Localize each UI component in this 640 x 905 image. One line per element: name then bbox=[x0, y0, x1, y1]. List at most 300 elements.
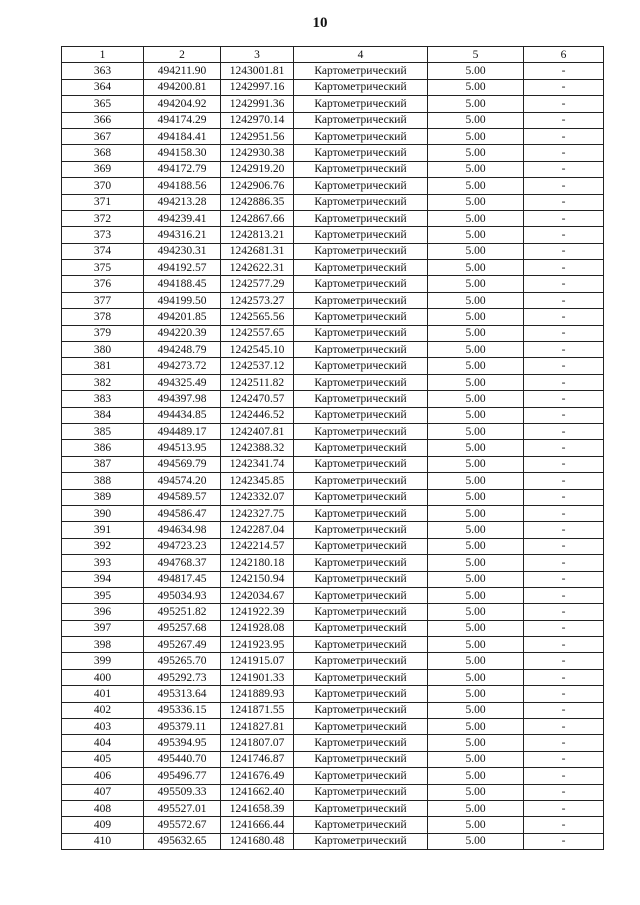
note-cell: - bbox=[524, 522, 604, 538]
table-row bbox=[62, 309, 604, 325]
point-number-cell: 408 bbox=[62, 800, 144, 816]
x-coordinate-cell: 494589.57 bbox=[144, 489, 221, 505]
point-number-cell: 391 bbox=[62, 522, 144, 538]
y-coordinate-cell: 1242565.56 bbox=[221, 309, 294, 325]
note-cell: - bbox=[524, 686, 604, 702]
note-cell: - bbox=[524, 817, 604, 833]
note-cell: - bbox=[524, 440, 604, 456]
accuracy-cell: 5.00 bbox=[428, 817, 524, 833]
y-coordinate-cell: 1242537.12 bbox=[221, 358, 294, 374]
note-cell: - bbox=[524, 407, 604, 423]
x-coordinate-cell: 494489.17 bbox=[144, 423, 221, 439]
method-cell: Картометрический bbox=[294, 96, 428, 112]
table-row bbox=[62, 637, 604, 653]
y-coordinate-cell: 1241922.39 bbox=[221, 604, 294, 620]
y-coordinate-cell: 1242407.81 bbox=[221, 423, 294, 439]
method-cell: Картометрический bbox=[294, 260, 428, 276]
accuracy-cell: 5.00 bbox=[428, 292, 524, 308]
note-cell: - bbox=[524, 391, 604, 407]
y-coordinate-cell: 1241889.93 bbox=[221, 686, 294, 702]
page-number: 10 bbox=[312, 15, 328, 31]
note-cell: - bbox=[524, 325, 604, 341]
column-header-6: 6 bbox=[524, 47, 604, 63]
method-cell: Картометрический bbox=[294, 817, 428, 833]
method-cell: Картометрический bbox=[294, 358, 428, 374]
accuracy-cell: 5.00 bbox=[428, 571, 524, 587]
table-row bbox=[62, 669, 604, 685]
point-number-cell: 390 bbox=[62, 505, 144, 521]
accuracy-cell: 5.00 bbox=[428, 227, 524, 243]
point-number-cell: 400 bbox=[62, 669, 144, 685]
method-cell: Картометрический bbox=[294, 440, 428, 456]
point-number-cell: 380 bbox=[62, 342, 144, 358]
note-cell: - bbox=[524, 79, 604, 95]
y-coordinate-cell: 1242991.36 bbox=[221, 96, 294, 112]
note-cell: - bbox=[524, 784, 604, 800]
accuracy-cell: 5.00 bbox=[428, 735, 524, 751]
accuracy-cell: 5.00 bbox=[428, 669, 524, 685]
method-cell: Картометрический bbox=[294, 620, 428, 636]
note-cell: - bbox=[524, 342, 604, 358]
table-row bbox=[62, 96, 604, 112]
x-coordinate-cell: 494723.23 bbox=[144, 538, 221, 554]
accuracy-cell: 5.00 bbox=[428, 342, 524, 358]
x-coordinate-cell: 495257.68 bbox=[144, 620, 221, 636]
table-row bbox=[62, 178, 604, 194]
table-row bbox=[62, 243, 604, 259]
method-cell: Картометрический bbox=[294, 784, 428, 800]
point-number-cell: 394 bbox=[62, 571, 144, 587]
table-row bbox=[62, 145, 604, 161]
accuracy-cell: 5.00 bbox=[428, 112, 524, 128]
method-cell: Картометрический bbox=[294, 79, 428, 95]
x-coordinate-cell: 494188.45 bbox=[144, 276, 221, 292]
table-row bbox=[62, 751, 604, 767]
table-row bbox=[62, 784, 604, 800]
table-row bbox=[62, 391, 604, 407]
method-cell: Картометрический bbox=[294, 178, 428, 194]
point-number-cell: 368 bbox=[62, 145, 144, 161]
accuracy-cell: 5.00 bbox=[428, 702, 524, 718]
table-row bbox=[62, 800, 604, 816]
method-cell: Картометрический bbox=[294, 751, 428, 767]
y-coordinate-cell: 1242150.94 bbox=[221, 571, 294, 587]
y-coordinate-cell: 1242906.76 bbox=[221, 178, 294, 194]
note-cell: - bbox=[524, 702, 604, 718]
table-header bbox=[62, 47, 604, 63]
y-coordinate-cell: 1242573.27 bbox=[221, 292, 294, 308]
point-number-cell: 402 bbox=[62, 702, 144, 718]
method-cell: Картометрический bbox=[294, 161, 428, 177]
point-number-cell: 372 bbox=[62, 210, 144, 226]
accuracy-cell: 5.00 bbox=[428, 325, 524, 341]
note-cell: - bbox=[524, 260, 604, 276]
y-coordinate-cell: 1242388.32 bbox=[221, 440, 294, 456]
x-coordinate-cell: 495313.64 bbox=[144, 686, 221, 702]
y-coordinate-cell: 1242681.31 bbox=[221, 243, 294, 259]
table-row bbox=[62, 456, 604, 472]
x-coordinate-cell: 494220.39 bbox=[144, 325, 221, 341]
accuracy-cell: 5.00 bbox=[428, 145, 524, 161]
x-coordinate-cell: 494316.21 bbox=[144, 227, 221, 243]
accuracy-cell: 5.00 bbox=[428, 686, 524, 702]
point-number-cell: 386 bbox=[62, 440, 144, 456]
table-row bbox=[62, 587, 604, 603]
method-cell: Картометрический bbox=[294, 719, 428, 735]
x-coordinate-cell: 494574.20 bbox=[144, 473, 221, 489]
table-body bbox=[62, 63, 604, 850]
method-cell: Картометрический bbox=[294, 276, 428, 292]
table-row bbox=[62, 407, 604, 423]
point-number-cell: 379 bbox=[62, 325, 144, 341]
note-cell: - bbox=[524, 276, 604, 292]
method-cell: Картометрический bbox=[294, 538, 428, 554]
note-cell: - bbox=[524, 112, 604, 128]
table-row bbox=[62, 686, 604, 702]
accuracy-cell: 5.00 bbox=[428, 96, 524, 112]
x-coordinate-cell: 495267.49 bbox=[144, 637, 221, 653]
table-row bbox=[62, 735, 604, 751]
point-number-cell: 387 bbox=[62, 456, 144, 472]
method-cell: Картометрический bbox=[294, 374, 428, 390]
accuracy-cell: 5.00 bbox=[428, 358, 524, 374]
table-row bbox=[62, 260, 604, 276]
point-number-cell: 374 bbox=[62, 243, 144, 259]
table-row bbox=[62, 768, 604, 784]
header-row bbox=[62, 47, 604, 63]
method-cell: Картометрический bbox=[294, 473, 428, 489]
y-coordinate-cell: 1242511.82 bbox=[221, 374, 294, 390]
note-cell: - bbox=[524, 768, 604, 784]
table-row bbox=[62, 112, 604, 128]
accuracy-cell: 5.00 bbox=[428, 374, 524, 390]
x-coordinate-cell: 495292.73 bbox=[144, 669, 221, 685]
note-cell: - bbox=[524, 210, 604, 226]
coordinates-table bbox=[61, 46, 604, 850]
method-cell: Картометрический bbox=[294, 194, 428, 210]
table-row bbox=[62, 358, 604, 374]
point-number-cell: 381 bbox=[62, 358, 144, 374]
y-coordinate-cell: 1241676.49 bbox=[221, 768, 294, 784]
point-number-cell: 377 bbox=[62, 292, 144, 308]
table-row bbox=[62, 276, 604, 292]
x-coordinate-cell: 494434.85 bbox=[144, 407, 221, 423]
accuracy-cell: 5.00 bbox=[428, 456, 524, 472]
method-cell: Картометрический bbox=[294, 210, 428, 226]
y-coordinate-cell: 1241807.07 bbox=[221, 735, 294, 751]
x-coordinate-cell: 494325.49 bbox=[144, 374, 221, 390]
point-number-cell: 404 bbox=[62, 735, 144, 751]
x-coordinate-cell: 494204.92 bbox=[144, 96, 221, 112]
method-cell: Картометрический bbox=[294, 423, 428, 439]
point-number-cell: 397 bbox=[62, 620, 144, 636]
y-coordinate-cell: 1242970.14 bbox=[221, 112, 294, 128]
note-cell: - bbox=[524, 489, 604, 505]
point-number-cell: 409 bbox=[62, 817, 144, 833]
point-number-cell: 366 bbox=[62, 112, 144, 128]
method-cell: Картометрический bbox=[294, 456, 428, 472]
accuracy-cell: 5.00 bbox=[428, 276, 524, 292]
point-number-cell: 393 bbox=[62, 555, 144, 571]
point-number-cell: 403 bbox=[62, 719, 144, 735]
accuracy-cell: 5.00 bbox=[428, 440, 524, 456]
y-coordinate-cell: 1242341.74 bbox=[221, 456, 294, 472]
x-coordinate-cell: 494174.29 bbox=[144, 112, 221, 128]
note-cell: - bbox=[524, 505, 604, 521]
x-coordinate-cell: 494184.41 bbox=[144, 128, 221, 144]
point-number-cell: 375 bbox=[62, 260, 144, 276]
x-coordinate-cell: 494213.28 bbox=[144, 194, 221, 210]
method-cell: Картометрический bbox=[294, 604, 428, 620]
table-row bbox=[62, 505, 604, 521]
accuracy-cell: 5.00 bbox=[428, 768, 524, 784]
x-coordinate-cell: 494172.79 bbox=[144, 161, 221, 177]
x-coordinate-cell: 494768.37 bbox=[144, 555, 221, 571]
accuracy-cell: 5.00 bbox=[428, 243, 524, 259]
y-coordinate-cell: 1242622.31 bbox=[221, 260, 294, 276]
note-cell: - bbox=[524, 735, 604, 751]
accuracy-cell: 5.00 bbox=[428, 473, 524, 489]
y-coordinate-cell: 1243001.81 bbox=[221, 63, 294, 79]
table-row bbox=[62, 440, 604, 456]
point-number-cell: 396 bbox=[62, 604, 144, 620]
point-number-cell: 369 bbox=[62, 161, 144, 177]
point-number-cell: 398 bbox=[62, 637, 144, 653]
accuracy-cell: 5.00 bbox=[428, 587, 524, 603]
note-cell: - bbox=[524, 751, 604, 767]
method-cell: Картометрический bbox=[294, 669, 428, 685]
method-cell: Картометрический bbox=[294, 587, 428, 603]
point-number-cell: 401 bbox=[62, 686, 144, 702]
accuracy-cell: 5.00 bbox=[428, 194, 524, 210]
point-number-cell: 399 bbox=[62, 653, 144, 669]
point-number-cell: 378 bbox=[62, 309, 144, 325]
accuracy-cell: 5.00 bbox=[428, 800, 524, 816]
method-cell: Картометрический bbox=[294, 63, 428, 79]
point-number-cell: 364 bbox=[62, 79, 144, 95]
y-coordinate-cell: 1242557.65 bbox=[221, 325, 294, 341]
point-number-cell: 405 bbox=[62, 751, 144, 767]
method-cell: Картометрический bbox=[294, 702, 428, 718]
x-coordinate-cell: 495572.67 bbox=[144, 817, 221, 833]
note-cell: - bbox=[524, 637, 604, 653]
table-row bbox=[62, 342, 604, 358]
point-number-cell: 384 bbox=[62, 407, 144, 423]
x-coordinate-cell: 495034.93 bbox=[144, 587, 221, 603]
x-coordinate-cell: 495527.01 bbox=[144, 800, 221, 816]
y-coordinate-cell: 1242997.16 bbox=[221, 79, 294, 95]
table-row bbox=[62, 63, 604, 79]
x-coordinate-cell: 495440.70 bbox=[144, 751, 221, 767]
x-coordinate-cell: 494201.85 bbox=[144, 309, 221, 325]
x-coordinate-cell: 494569.79 bbox=[144, 456, 221, 472]
y-coordinate-cell: 1242287.04 bbox=[221, 522, 294, 538]
note-cell: - bbox=[524, 227, 604, 243]
method-cell: Картометрический bbox=[294, 522, 428, 538]
accuracy-cell: 5.00 bbox=[428, 719, 524, 735]
table-row bbox=[62, 522, 604, 538]
table-row bbox=[62, 292, 604, 308]
table-row bbox=[62, 620, 604, 636]
table-row bbox=[62, 374, 604, 390]
note-cell: - bbox=[524, 63, 604, 79]
x-coordinate-cell: 494211.90 bbox=[144, 63, 221, 79]
table-row bbox=[62, 653, 604, 669]
y-coordinate-cell: 1242886.35 bbox=[221, 194, 294, 210]
y-coordinate-cell: 1242919.20 bbox=[221, 161, 294, 177]
method-cell: Картометрический bbox=[294, 112, 428, 128]
x-coordinate-cell: 495336.15 bbox=[144, 702, 221, 718]
x-coordinate-cell: 495251.82 bbox=[144, 604, 221, 620]
note-cell: - bbox=[524, 128, 604, 144]
accuracy-cell: 5.00 bbox=[428, 309, 524, 325]
y-coordinate-cell: 1242951.56 bbox=[221, 128, 294, 144]
y-coordinate-cell: 1242577.29 bbox=[221, 276, 294, 292]
y-coordinate-cell: 1241680.48 bbox=[221, 833, 294, 849]
method-cell: Картометрический bbox=[294, 391, 428, 407]
table-row bbox=[62, 719, 604, 735]
y-coordinate-cell: 1241901.33 bbox=[221, 669, 294, 685]
method-cell: Картометрический bbox=[294, 768, 428, 784]
table-row bbox=[62, 128, 604, 144]
y-coordinate-cell: 1241928.08 bbox=[221, 620, 294, 636]
point-number-cell: 367 bbox=[62, 128, 144, 144]
x-coordinate-cell: 494239.41 bbox=[144, 210, 221, 226]
x-coordinate-cell: 494273.72 bbox=[144, 358, 221, 374]
point-number-cell: 376 bbox=[62, 276, 144, 292]
y-coordinate-cell: 1241666.44 bbox=[221, 817, 294, 833]
table-row bbox=[62, 489, 604, 505]
accuracy-cell: 5.00 bbox=[428, 423, 524, 439]
note-cell: - bbox=[524, 669, 604, 685]
x-coordinate-cell: 494200.81 bbox=[144, 79, 221, 95]
method-cell: Картометрический bbox=[294, 489, 428, 505]
accuracy-cell: 5.00 bbox=[428, 751, 524, 767]
note-cell: - bbox=[524, 538, 604, 554]
point-number-cell: 382 bbox=[62, 374, 144, 390]
accuracy-cell: 5.00 bbox=[428, 538, 524, 554]
accuracy-cell: 5.00 bbox=[428, 505, 524, 521]
x-coordinate-cell: 494397.98 bbox=[144, 391, 221, 407]
method-cell: Картометрический bbox=[294, 128, 428, 144]
y-coordinate-cell: 1241915.07 bbox=[221, 653, 294, 669]
accuracy-cell: 5.00 bbox=[428, 407, 524, 423]
table-row bbox=[62, 555, 604, 571]
x-coordinate-cell: 494817.45 bbox=[144, 571, 221, 587]
table-row bbox=[62, 702, 604, 718]
table-row bbox=[62, 817, 604, 833]
x-coordinate-cell: 495265.70 bbox=[144, 653, 221, 669]
point-number-cell: 370 bbox=[62, 178, 144, 194]
note-cell: - bbox=[524, 653, 604, 669]
column-header-2: 2 bbox=[144, 47, 221, 63]
point-number-cell: 385 bbox=[62, 423, 144, 439]
y-coordinate-cell: 1242545.10 bbox=[221, 342, 294, 358]
method-cell: Картометрический bbox=[294, 292, 428, 308]
accuracy-cell: 5.00 bbox=[428, 784, 524, 800]
table-row bbox=[62, 210, 604, 226]
accuracy-cell: 5.00 bbox=[428, 489, 524, 505]
method-cell: Картометрический bbox=[294, 342, 428, 358]
method-cell: Картометрический bbox=[294, 407, 428, 423]
method-cell: Картометрический bbox=[294, 833, 428, 849]
x-coordinate-cell: 494230.31 bbox=[144, 243, 221, 259]
point-number-cell: 407 bbox=[62, 784, 144, 800]
y-coordinate-cell: 1242470.57 bbox=[221, 391, 294, 407]
method-cell: Картометрический bbox=[294, 243, 428, 259]
note-cell: - bbox=[524, 178, 604, 194]
note-cell: - bbox=[524, 194, 604, 210]
column-header-5: 5 bbox=[428, 47, 524, 63]
accuracy-cell: 5.00 bbox=[428, 555, 524, 571]
accuracy-cell: 5.00 bbox=[428, 79, 524, 95]
y-coordinate-cell: 1241658.39 bbox=[221, 800, 294, 816]
method-cell: Картометрический bbox=[294, 505, 428, 521]
accuracy-cell: 5.00 bbox=[428, 620, 524, 636]
point-number-cell: 363 bbox=[62, 63, 144, 79]
y-coordinate-cell: 1242930.38 bbox=[221, 145, 294, 161]
note-cell: - bbox=[524, 309, 604, 325]
note-cell: - bbox=[524, 800, 604, 816]
method-cell: Картометрический bbox=[294, 325, 428, 341]
method-cell: Картометрический bbox=[294, 309, 428, 325]
y-coordinate-cell: 1242332.07 bbox=[221, 489, 294, 505]
accuracy-cell: 5.00 bbox=[428, 637, 524, 653]
table-row bbox=[62, 833, 604, 849]
point-number-cell: 410 bbox=[62, 833, 144, 849]
x-coordinate-cell: 495394.95 bbox=[144, 735, 221, 751]
y-coordinate-cell: 1241923.95 bbox=[221, 637, 294, 653]
y-coordinate-cell: 1242327.75 bbox=[221, 505, 294, 521]
note-cell: - bbox=[524, 456, 604, 472]
point-number-cell: 383 bbox=[62, 391, 144, 407]
x-coordinate-cell: 495496.77 bbox=[144, 768, 221, 784]
x-coordinate-cell: 494513.95 bbox=[144, 440, 221, 456]
note-cell: - bbox=[524, 161, 604, 177]
note-cell: - bbox=[524, 604, 604, 620]
y-coordinate-cell: 1241662.40 bbox=[221, 784, 294, 800]
table-row bbox=[62, 194, 604, 210]
y-coordinate-cell: 1242867.66 bbox=[221, 210, 294, 226]
point-number-cell: 392 bbox=[62, 538, 144, 554]
y-coordinate-cell: 1242813.21 bbox=[221, 227, 294, 243]
accuracy-cell: 5.00 bbox=[428, 604, 524, 620]
method-cell: Картометрический bbox=[294, 145, 428, 161]
column-header-4: 4 bbox=[294, 47, 428, 63]
y-coordinate-cell: 1241871.55 bbox=[221, 702, 294, 718]
point-number-cell: 406 bbox=[62, 768, 144, 784]
method-cell: Картометрический bbox=[294, 637, 428, 653]
x-coordinate-cell: 494192.57 bbox=[144, 260, 221, 276]
note-cell: - bbox=[524, 423, 604, 439]
table-row bbox=[62, 538, 604, 554]
x-coordinate-cell: 495632.65 bbox=[144, 833, 221, 849]
note-cell: - bbox=[524, 473, 604, 489]
note-cell: - bbox=[524, 96, 604, 112]
point-number-cell: 373 bbox=[62, 227, 144, 243]
accuracy-cell: 5.00 bbox=[428, 63, 524, 79]
x-coordinate-cell: 494199.50 bbox=[144, 292, 221, 308]
accuracy-cell: 5.00 bbox=[428, 178, 524, 194]
note-cell: - bbox=[524, 620, 604, 636]
point-number-cell: 365 bbox=[62, 96, 144, 112]
y-coordinate-cell: 1242345.85 bbox=[221, 473, 294, 489]
y-coordinate-cell: 1241827.81 bbox=[221, 719, 294, 735]
x-coordinate-cell: 494188.56 bbox=[144, 178, 221, 194]
x-coordinate-cell: 494158.30 bbox=[144, 145, 221, 161]
point-number-cell: 388 bbox=[62, 473, 144, 489]
note-cell: - bbox=[524, 374, 604, 390]
